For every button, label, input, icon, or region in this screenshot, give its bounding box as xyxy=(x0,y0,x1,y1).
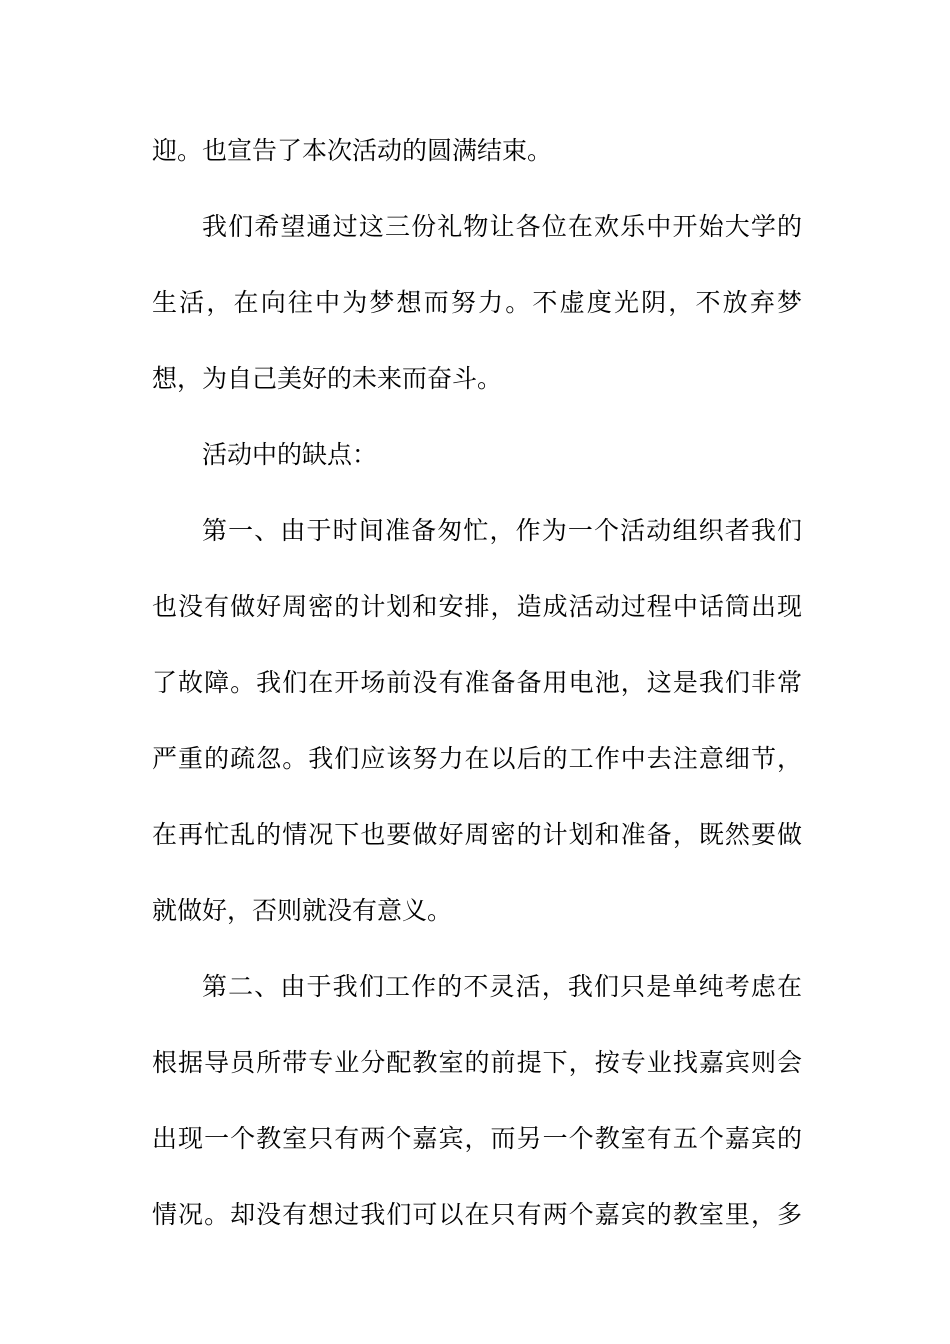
paragraph-line: 就做好，否则就没有意义。 xyxy=(152,896,453,925)
paragraph-line: 生活，在向往中为梦想而努力。不虚度光阴，不放弃梦 xyxy=(152,288,802,317)
paragraph-line: 严重的疏忽。我们应该努力在以后的工作中去注意细节， xyxy=(152,744,802,773)
paragraph-line: 想，为自己美好的未来而奋斗。 xyxy=(152,364,503,393)
paragraph-line: 根据导员所带专业分配教室的前提下，按专业找嘉宾则会 xyxy=(152,1048,802,1077)
paragraph-line: 情况。却没有想过我们可以在只有两个嘉宾的教室里，多 xyxy=(152,1200,802,1229)
paragraph-line: 迎。也宣告了本次活动的圆满结束。 xyxy=(152,136,553,165)
paragraph-line: 出现一个教室只有两个嘉宾，而另一个教室有五个嘉宾的 xyxy=(152,1124,802,1153)
paragraph-line: 也没有做好周密的计划和安排，造成活动过程中话筒出现 xyxy=(152,592,802,621)
paragraph-line: 第一、由于时间准备匆忙，作为一个活动组织者我们 xyxy=(202,516,802,545)
section-heading: 活动中的缺点： xyxy=(202,440,378,469)
document-body xyxy=(152,126,802,1266)
paragraph-line: 第二、由于我们工作的不灵活，我们只是单纯考虑在 xyxy=(202,972,802,1001)
paragraph-line: 我们希望通过这三份礼物让各位在欢乐中开始大学的 xyxy=(202,212,802,241)
paragraph-line: 在再忙乱的情况下也要做好周密的计划和准备，既然要做 xyxy=(152,820,802,849)
paragraph-line: 了故障。我们在开场前没有准备备用电池，这是我们非常 xyxy=(152,668,802,697)
